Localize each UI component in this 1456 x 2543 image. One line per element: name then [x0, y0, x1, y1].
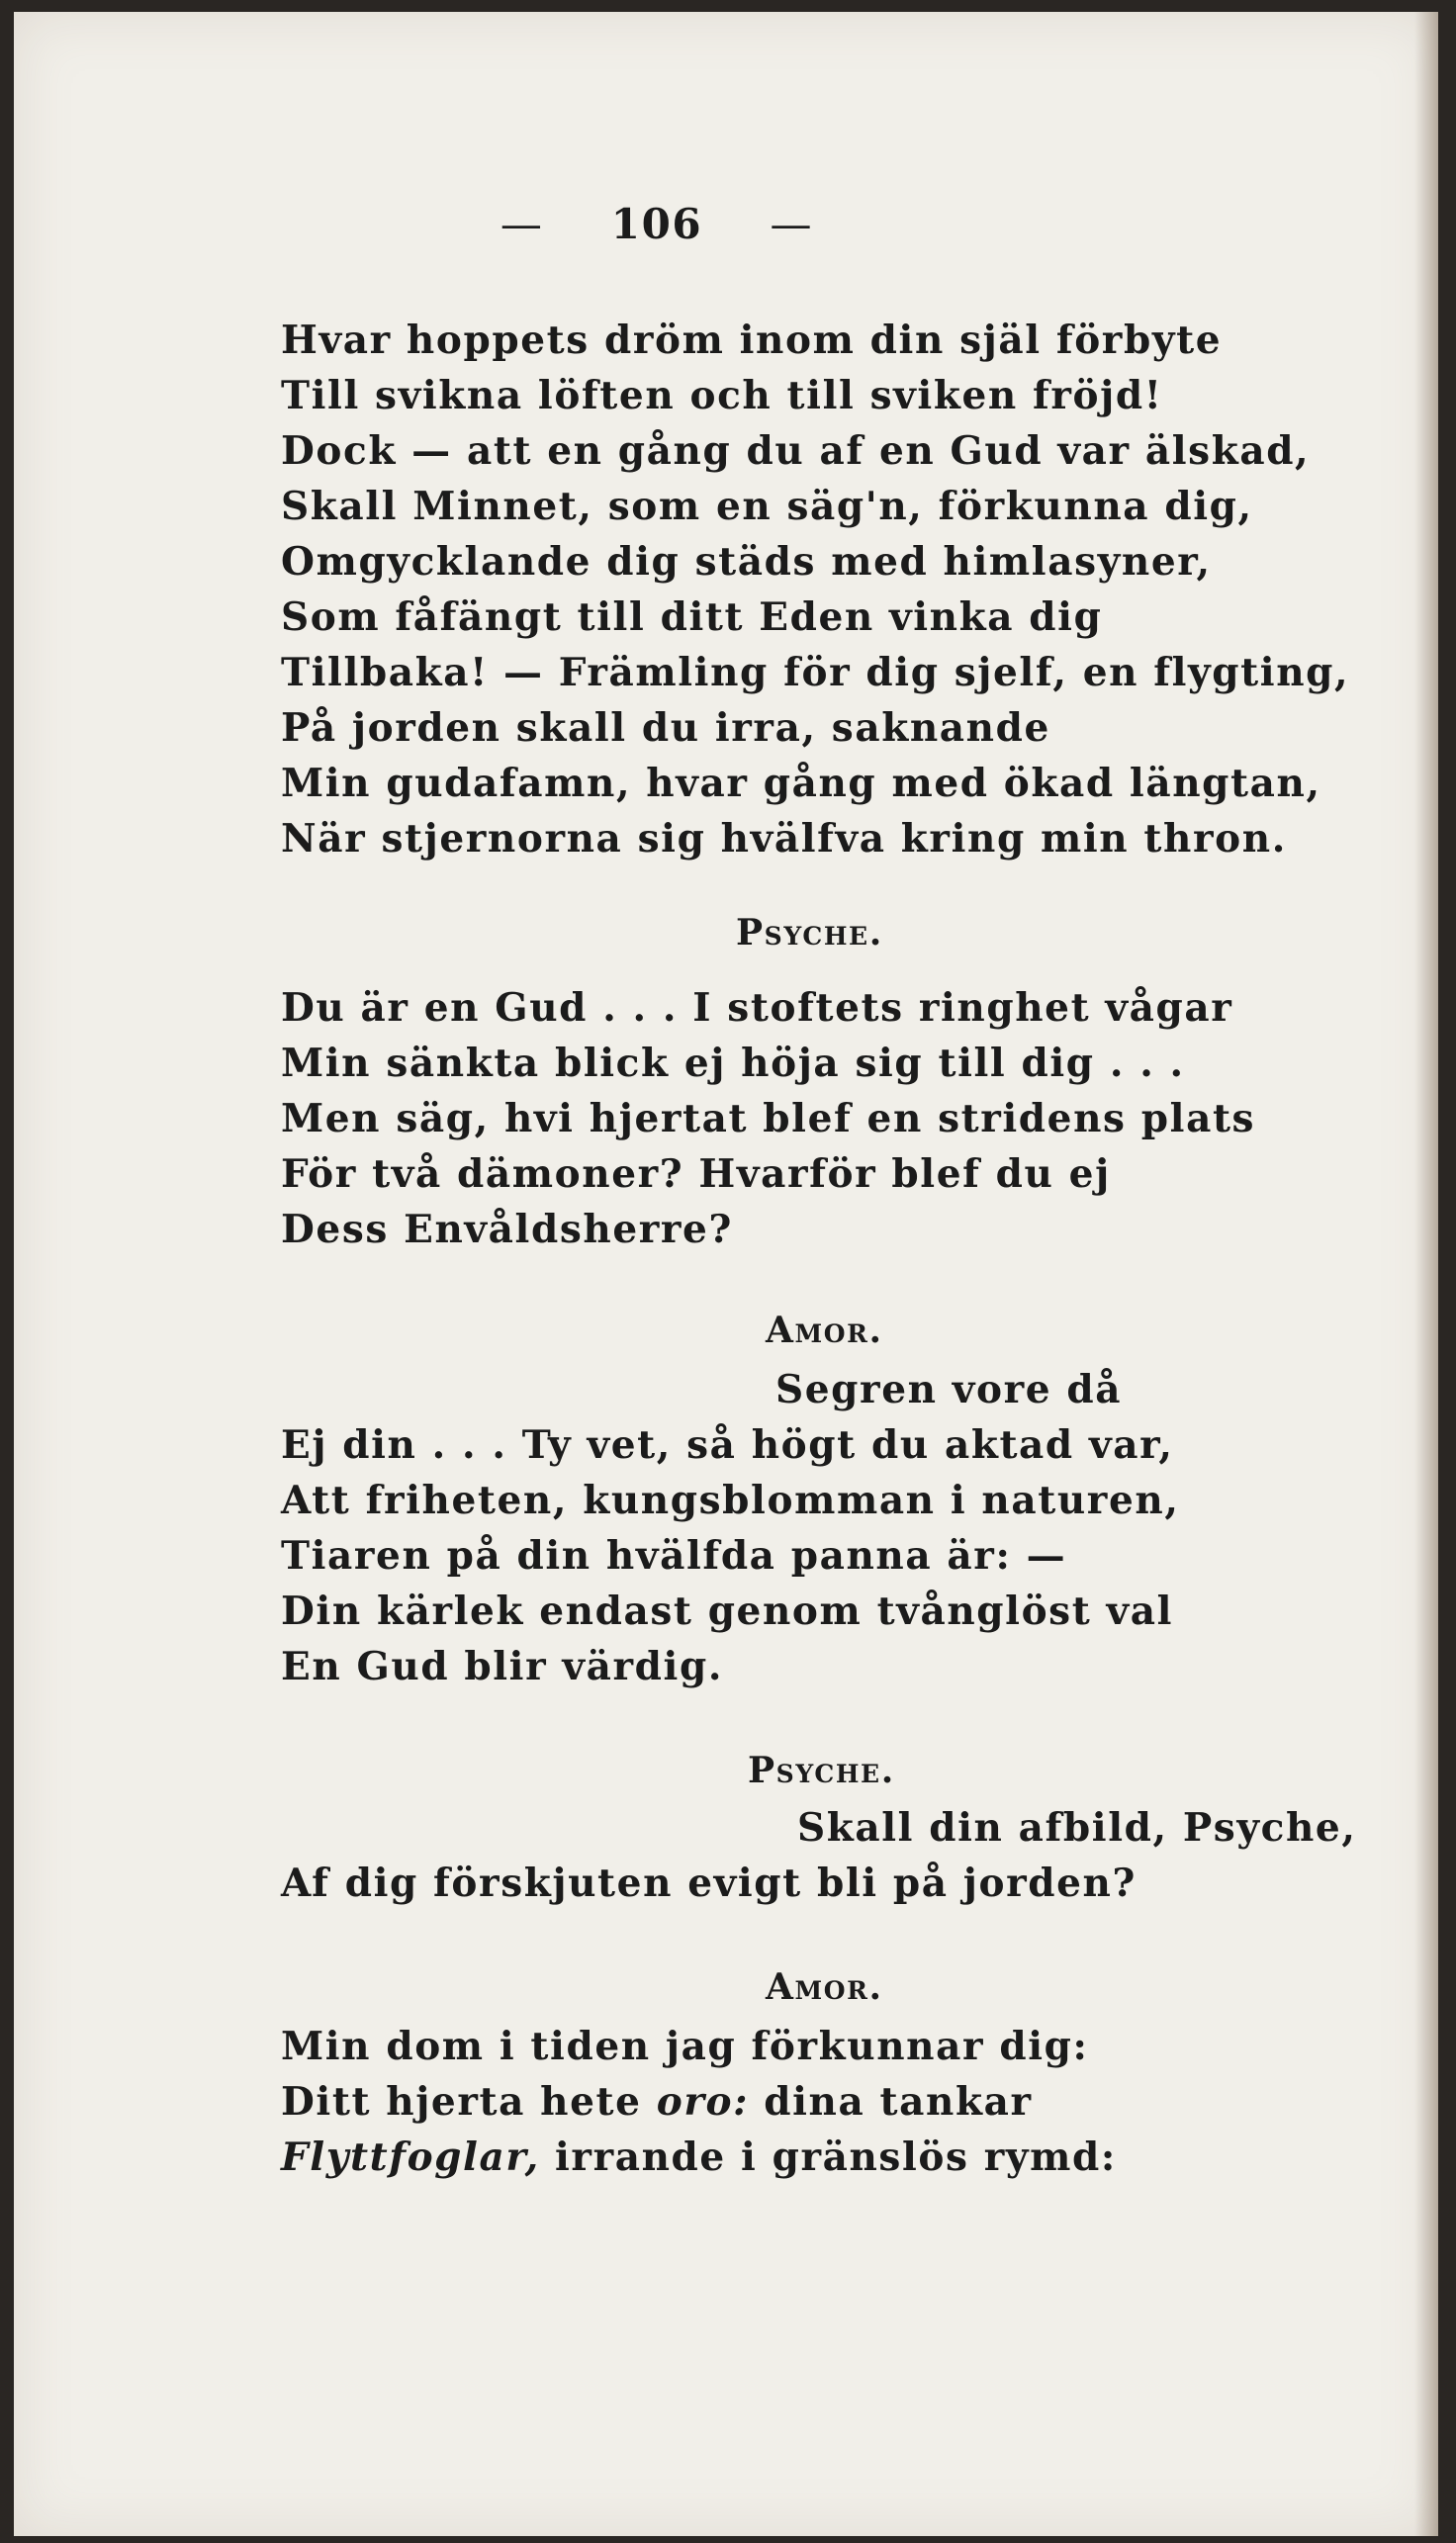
verse-text: irrande i gränslös rymd: — [539, 2134, 1117, 2180]
verse-line: Min dom i tiden jag förkunnar dig: — [281, 2024, 1089, 2069]
verse-line: För två dämoner? Hvarför blef du ej — [281, 1151, 1111, 1197]
verse-line: Tiaren på din hvälfda panna är: — — [281, 1533, 1067, 1579]
verse-line: Till svikna löften och till sviken fröjd! — [281, 373, 1163, 418]
header-dash-right: — — [770, 200, 814, 248]
verse-line: Att friheten, kungsblomman i naturen, — [281, 1478, 1180, 1523]
verse-line: Dess Envåldsherre? — [281, 1207, 733, 1252]
verse-line-indented: Segren vore då — [775, 1367, 1123, 1412]
page-header — [281, 200, 1033, 259]
speaker-name: Amor. — [766, 1310, 883, 1351]
verse-line: Du är en Gud . . . I stoftets ringhet vågar — [281, 985, 1233, 1031]
header-dash-left: — — [500, 200, 544, 248]
verse-text: Ditt hjerta hete — [281, 2079, 657, 2125]
verse-line: När stjernorna sig hvälfva kring min thron. — [281, 816, 1287, 862]
verse-line: En Gud blir värdig. — [281, 1644, 724, 1689]
verse-line: Hvar hoppets dröm inom din själ förbyte — [281, 318, 1223, 363]
verse-line-indented: Skall din afbild, Psyche, — [797, 1805, 1357, 1851]
verse-line: Som fåfängt till ditt Eden vinka dig — [281, 594, 1103, 640]
verse-italic-word: Flyttfoglar, — [281, 2134, 540, 2180]
verse-line: Din kärlek endast genom tvånglöst val — [281, 1589, 1174, 1634]
book-page — [14, 12, 1438, 2536]
verse-line: Min gudafamn, hvar gång med ökad längtan, — [281, 761, 1321, 806]
verse-line: Omgycklande dig städs med himlasyner, — [281, 539, 1212, 585]
speaker-name: Psyche. — [748, 1750, 895, 1791]
speaker-name: Psyche. — [736, 912, 883, 954]
verse-line — [281, 2075, 1033, 2129]
verse-line — [281, 2131, 1117, 2184]
verse-line: Dock — att en gång du af en Gud var älskad, — [281, 428, 1311, 474]
verse-line: Skall Minnet, som en säg'n, förkunna dig, — [281, 484, 1253, 529]
verse-line: Tillbaka! — Främling för dig sjelf, en flygting, — [281, 650, 1350, 695]
speaker-name: Amor. — [766, 1966, 883, 2008]
verse-line: Af dig förskjuten evigt bli på jorden? — [281, 1861, 1137, 1906]
page-number: 106 — [610, 200, 703, 248]
verse-line: Min sänkta blick ej höja sig till dig . . . — [281, 1041, 1185, 1086]
verse-line: På jorden skall du irra, saknande — [281, 705, 1050, 751]
page-edge-shadow — [1414, 12, 1438, 2536]
verse-italic-word: oro: — [656, 2079, 750, 2125]
verse-line: Ej din . . . Ty vet, så högt du aktad var, — [281, 1422, 1174, 1468]
verse-line: Men säg, hvi hjertat blef en stridens plats — [281, 1096, 1256, 1141]
verse-text: dina tankar — [749, 2079, 1033, 2125]
